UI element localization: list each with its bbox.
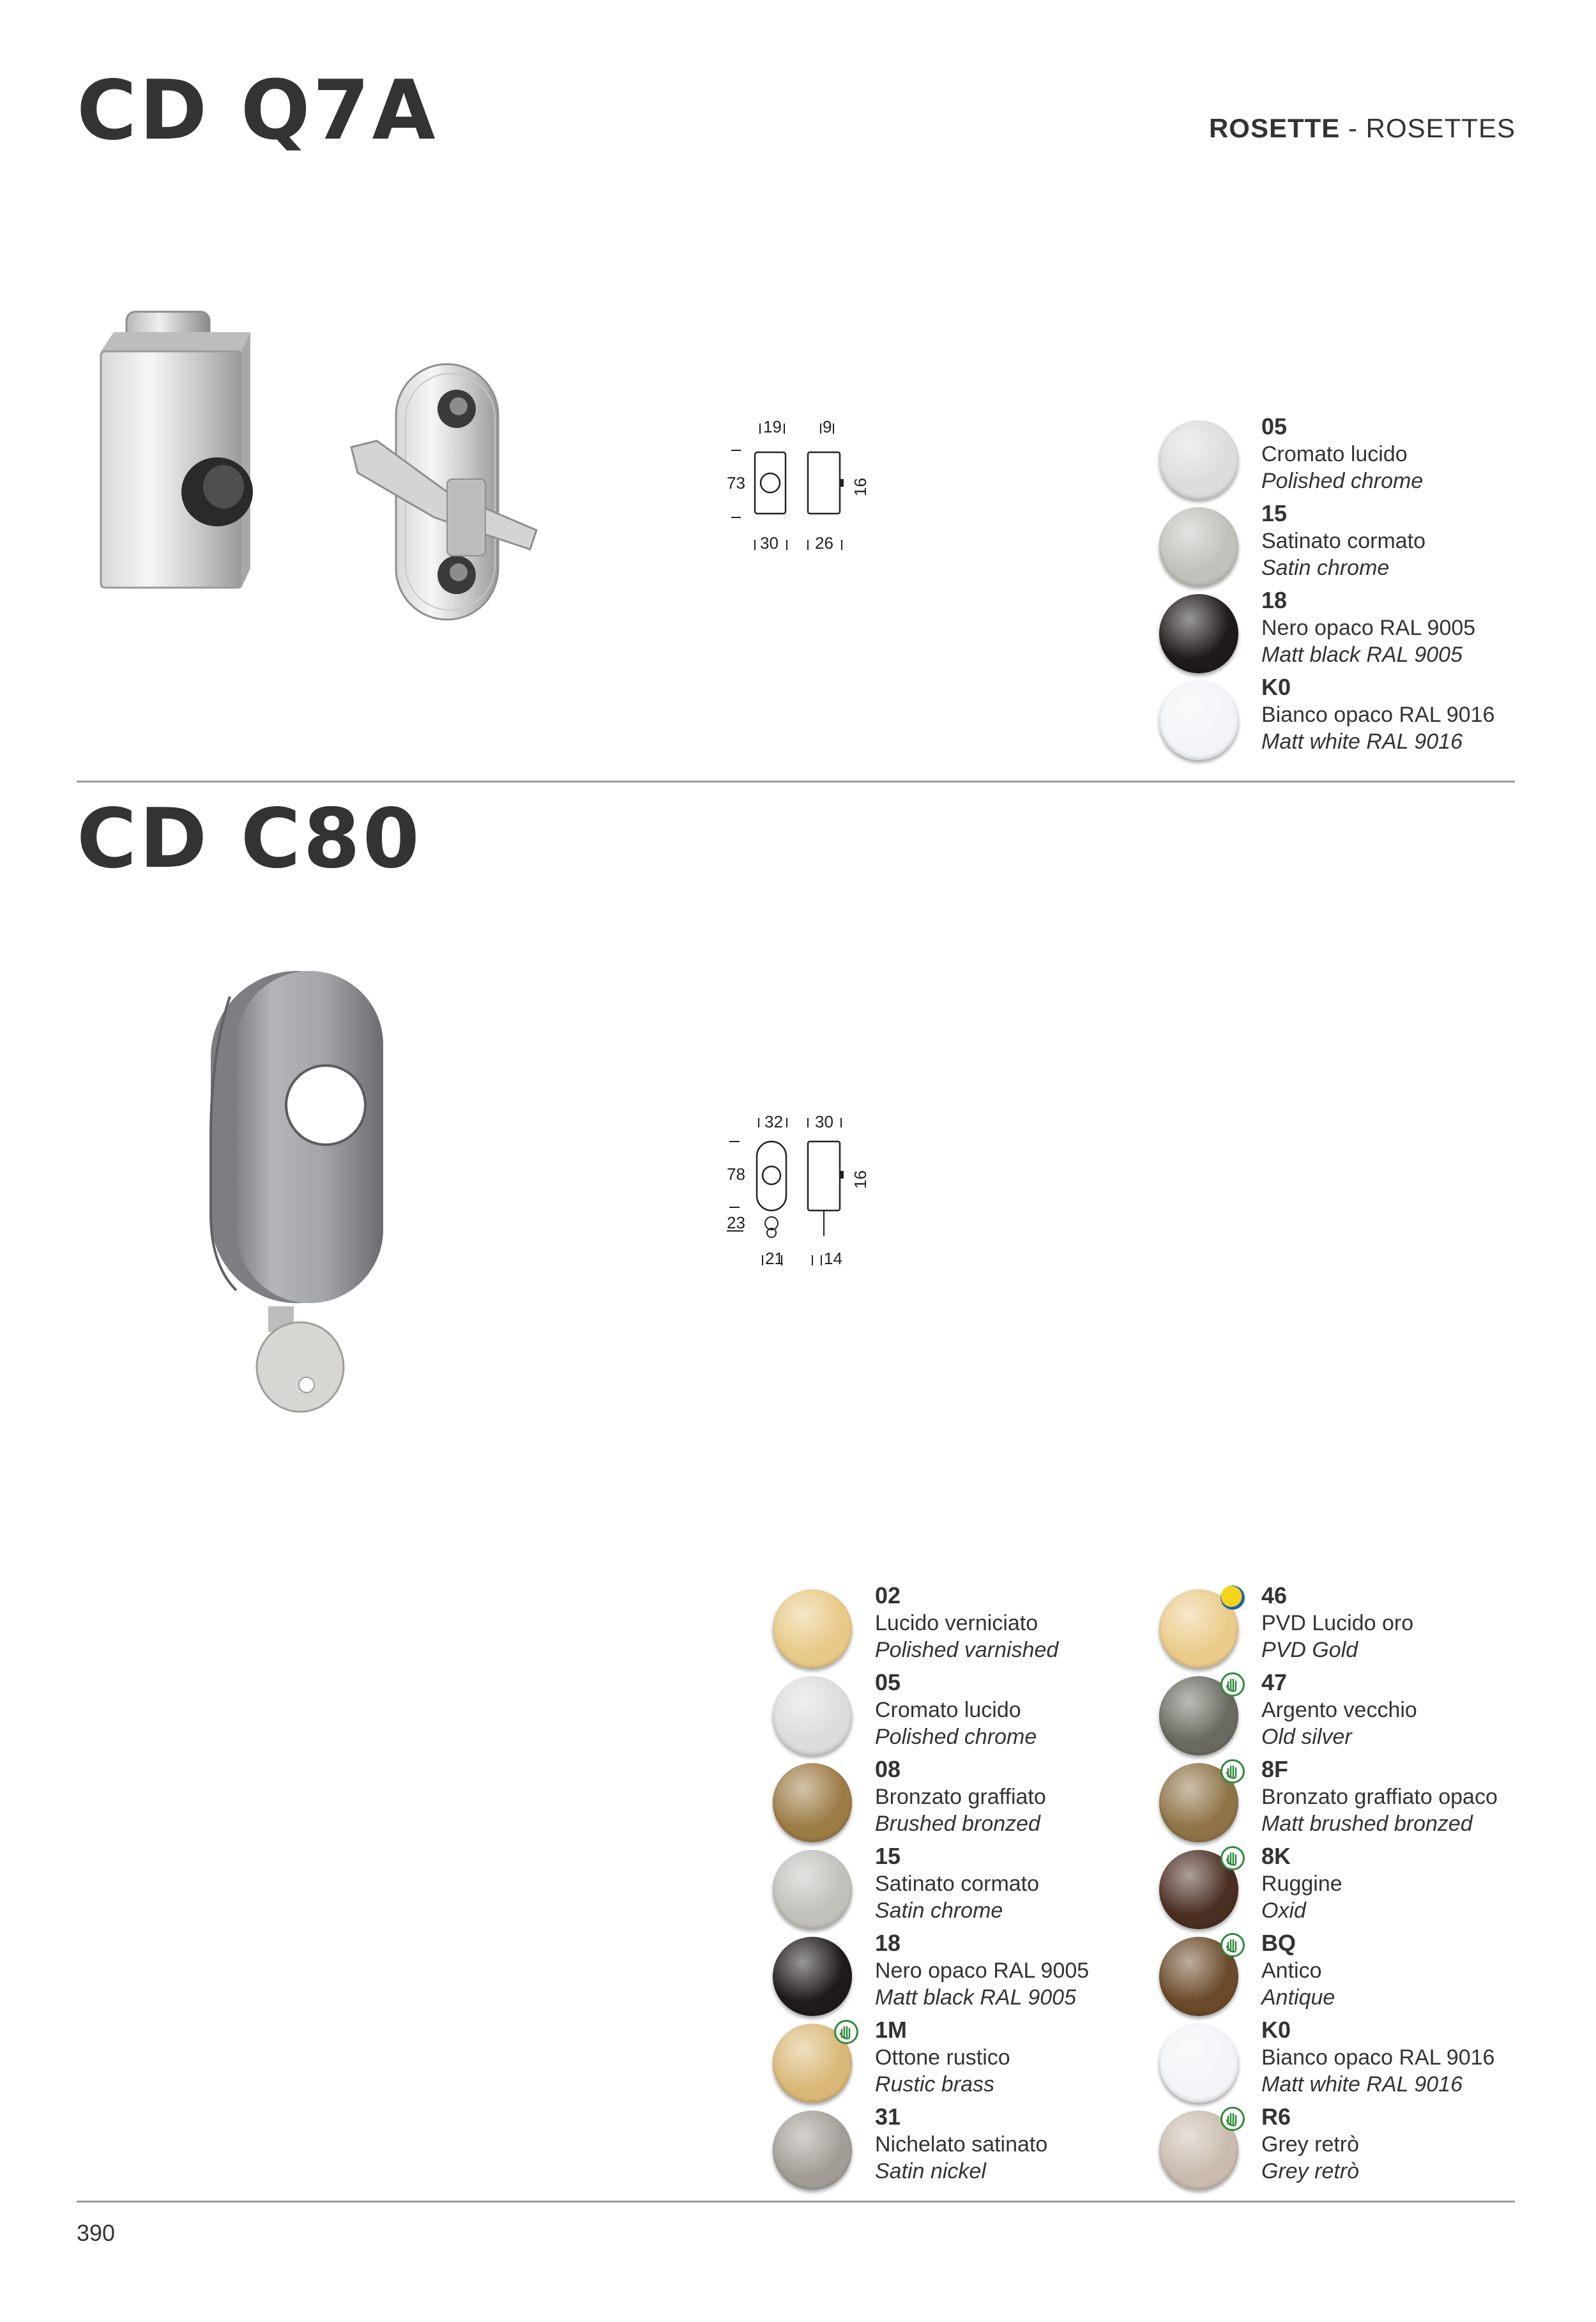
finish-item — [1159, 413, 1517, 503]
finish-text — [1261, 2016, 1494, 2098]
finish-name-en: Oxid — [1261, 1898, 1306, 1923]
finish-code: 08 — [875, 1756, 901, 1782]
finish-item — [1159, 1930, 1517, 2020]
finish-name-it: PVD Lucido oro — [1261, 1611, 1414, 1635]
handcrafted-badge-icon — [1220, 1759, 1245, 1784]
finish-text — [1261, 1929, 1335, 2011]
finish-name-en: Satin chrome — [875, 1898, 1003, 1923]
finish-name-it: Satinato cormato — [875, 1872, 1040, 1896]
finish-name-it: Argento vecchio — [1261, 1698, 1417, 1722]
finish-swatch — [1159, 507, 1238, 586]
finish-code: K0 — [1261, 674, 1291, 700]
finish-name-en: Rustic brass — [875, 2072, 995, 2097]
finish-name-it: Ruggine — [1261, 1872, 1342, 1896]
finish-item — [773, 1582, 1130, 1672]
page-number: 390 — [77, 2220, 116, 2246]
handcrafted-badge-icon — [1220, 1846, 1245, 1870]
finish-name-en: Matt white RAL 9016 — [1261, 729, 1463, 754]
finish-code: 05 — [875, 1669, 901, 1695]
finish-swatch — [773, 1850, 852, 1929]
finish-name-it: Lucido verniciato — [875, 1611, 1038, 1635]
finish-text — [875, 1582, 1058, 1663]
finish-text — [875, 1669, 1037, 1750]
finish-swatch — [1159, 420, 1238, 500]
finish-code: 47 — [1261, 1669, 1288, 1695]
category-bold: ROSETTE — [1208, 113, 1341, 143]
finish-item — [1159, 2017, 1517, 2107]
finish-name-it: Grey retrò — [1261, 2132, 1360, 2157]
finish-text — [1261, 1842, 1342, 1924]
finish-name-it: Bianco opaco RAL 9016 — [1261, 703, 1495, 727]
finish-code: 05 — [1261, 413, 1288, 439]
finish-name-it: Nero opaco RAL 9005 — [875, 1959, 1090, 1983]
dimension-drawing-c80 — [715, 1102, 888, 1274]
finish-item — [773, 1930, 1130, 2020]
dim-78: 78 — [727, 1165, 745, 1184]
finish-text — [1261, 1582, 1413, 1663]
finish-item — [773, 1843, 1130, 1933]
finish-name-it: Satinato cormato — [1261, 529, 1426, 553]
finish-name-en: Satin nickel — [875, 2159, 986, 2183]
product-title-q7a: CD Q7A — [77, 63, 438, 158]
footer-divider — [77, 2201, 1515, 2203]
finish-item — [1159, 587, 1517, 677]
finish-name-en: Polished chrome — [875, 1725, 1037, 1749]
dim-16: 16 — [851, 478, 870, 496]
dim-30: 30 — [760, 533, 779, 553]
finish-text — [1261, 673, 1494, 755]
finish-text — [1261, 586, 1475, 668]
finish-code: 18 — [875, 1930, 901, 1956]
product-image-c80 — [192, 958, 396, 1418]
finish-swatch — [773, 1589, 852, 1669]
category-heading — [1209, 115, 1516, 142]
handcrafted-badge-icon — [1220, 1672, 1245, 1697]
finish-text — [875, 1842, 1039, 1924]
dim-21: 21 — [765, 1249, 784, 1268]
dim-9: 9 — [823, 417, 832, 436]
finish-text — [1261, 1669, 1417, 1750]
finish-text — [1261, 2103, 1359, 2185]
finish-item — [1159, 500, 1517, 590]
finish-item — [1159, 1582, 1517, 1672]
finish-code: 02 — [875, 1582, 901, 1608]
finish-text — [875, 2016, 1010, 2098]
dim-19: 19 — [763, 417, 782, 436]
dim-30b: 30 — [815, 1112, 833, 1131]
product-image-q7a — [89, 300, 562, 632]
finish-name-en: Polished varnished — [875, 1638, 1059, 1662]
finish-code: BQ — [1261, 1930, 1296, 1956]
finish-swatch — [773, 1676, 852, 1755]
finish-item — [1159, 1756, 1517, 1846]
finish-name-en: Antique — [1261, 1985, 1335, 2010]
dimension-drawing-q7a — [715, 412, 881, 559]
finish-text — [1261, 1755, 1498, 1837]
finish-name-it: Bronzato graffiato opaco — [1261, 1785, 1498, 1809]
finish-text — [875, 1755, 1046, 1837]
finish-code: K0 — [1261, 2017, 1291, 2043]
dim-26: 26 — [815, 533, 833, 553]
finish-name-it: Nichelato satinato — [875, 2132, 1048, 2157]
finish-swatch — [773, 1763, 852, 1842]
product-title-c80: CD C80 — [77, 791, 422, 887]
finish-swatch — [1159, 2024, 1238, 2103]
finish-item — [773, 1756, 1130, 1846]
finish-code: 8F — [1261, 1756, 1289, 1782]
dim-23: 23 — [727, 1213, 745, 1232]
finish-name-en: Old silver — [1261, 1725, 1352, 1749]
category-separator: - — [1340, 113, 1366, 143]
dim-32: 32 — [764, 1112, 783, 1131]
handcrafted-badge-icon — [1220, 2107, 1245, 2131]
dim-73: 73 — [727, 473, 745, 493]
finish-item — [773, 1669, 1130, 1759]
handcrafted-badge-icon — [1220, 1933, 1245, 1957]
finish-item — [1159, 2104, 1517, 2194]
finish-name-en: Grey retrò — [1261, 2159, 1360, 2183]
finish-name-en: Matt brushed bronzed — [1261, 1812, 1473, 1836]
finish-name-it: Bianco opaco RAL 9016 — [1261, 2045, 1495, 2070]
finish-text — [1261, 500, 1425, 581]
finish-name-en: Matt white RAL 9016 — [1261, 2072, 1463, 2097]
finish-name-en: PVD Gold — [1261, 1638, 1358, 1662]
section-divider — [77, 781, 1515, 783]
category-light: ROSETTES — [1365, 113, 1516, 143]
finish-swatch — [1159, 594, 1238, 673]
finish-swatch — [773, 1937, 852, 2016]
finish-item — [1159, 674, 1517, 764]
finish-name-en: Matt black RAL 9005 — [1261, 643, 1463, 667]
finish-name-en: Matt black RAL 9005 — [875, 1985, 1076, 2010]
pvd-badge-icon — [1220, 1585, 1245, 1610]
finish-name-it: Cromato lucido — [875, 1698, 1021, 1722]
finish-name-it: Cromato lucido — [1261, 442, 1408, 466]
finish-text — [875, 2103, 1047, 2185]
handcrafted-badge-icon — [834, 2020, 858, 2044]
finish-swatch — [1159, 681, 1238, 760]
finish-text — [1261, 413, 1423, 494]
finish-code: R6 — [1261, 2104, 1291, 2130]
finish-name-it: Ottone rustico — [875, 2045, 1010, 2070]
finish-name-en: Brushed bronzed — [875, 1812, 1040, 1836]
finish-code: 15 — [1261, 500, 1288, 526]
finish-text — [875, 1929, 1089, 2011]
finish-code: 46 — [1261, 1582, 1288, 1608]
finish-swatch — [773, 2111, 852, 2190]
finish-name-en: Polished chrome — [1261, 469, 1424, 493]
dim-16b: 16 — [851, 1170, 870, 1189]
finish-code: 31 — [875, 2104, 901, 2130]
finish-code: 18 — [1261, 587, 1288, 613]
finish-item — [773, 2104, 1130, 2194]
finish-item — [773, 2017, 1130, 2107]
finish-name-it: Nero opaco RAL 9005 — [1261, 616, 1476, 640]
finish-code: 8K — [1261, 1843, 1291, 1869]
finish-item — [1159, 1669, 1517, 1759]
finish-code: 1M — [875, 2017, 908, 2043]
finish-name-it: Antico — [1261, 1959, 1322, 1983]
dim-14: 14 — [824, 1249, 842, 1268]
finish-name-en: Satin chrome — [1261, 556, 1390, 580]
finish-name-it: Bronzato graffiato — [875, 1785, 1046, 1809]
finish-code: 15 — [875, 1843, 901, 1869]
finish-item — [1159, 1843, 1517, 1933]
